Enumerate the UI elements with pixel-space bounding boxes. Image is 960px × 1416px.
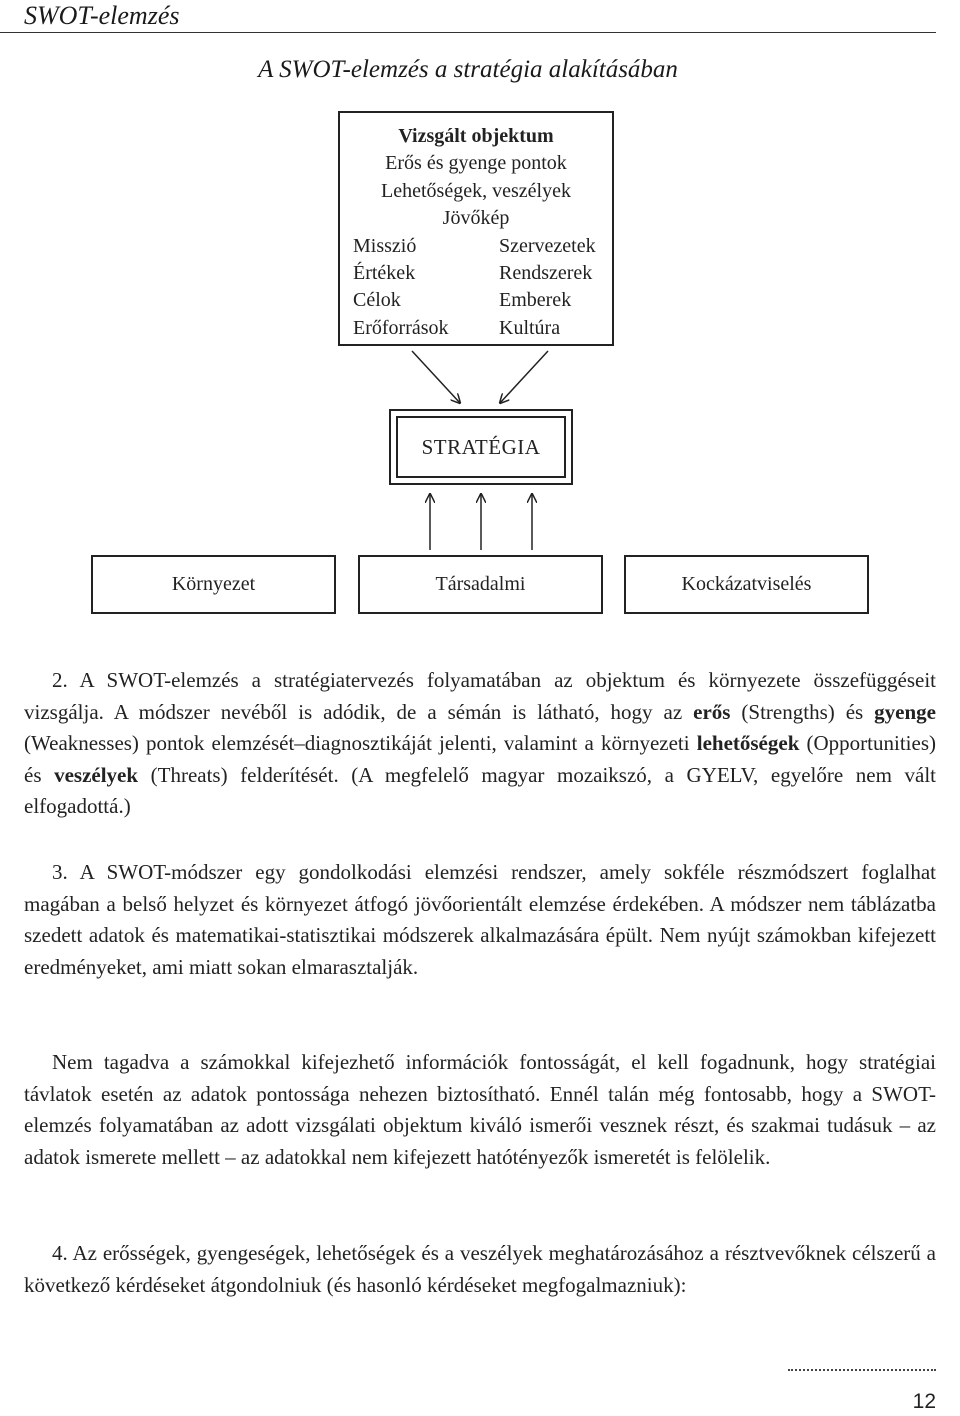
object-right-item: Rendszerek (499, 262, 593, 285)
object-box-line: Lehetőségek, veszélyek (381, 179, 571, 202)
paragraph-2-text: (Strengths) és (730, 699, 875, 724)
social-box: Társadalmi (358, 555, 603, 614)
object-right-item: Emberek (499, 289, 572, 312)
object-right-item: Szervezetek (499, 234, 596, 257)
paragraph-extra-text: Nem tagadva a számokkal kifejezhető információk fontosságát, el kell fogadnunk, hogy stratégiai távlatok esetén az adatok pontossága nehezen biztosítható. Ennél talán még fontosabb, hogy a SWOT-elemzés folyamatában az adott vizsgálati objektum kiváló ismerői vesznek részt, és szakmai tudásuk – az adatok ismerete mellett – az adatokkal nem kifejezett hatótényezők ismeretét is felölelik. (24, 1050, 936, 1169)
term-strong: erős (693, 699, 731, 724)
arrow-object-to-strategy-right (500, 351, 548, 403)
paragraph-2-text: 2. A SWOT-elemzés a stratégiatervezés folyamatában az objektum és környezete összefüggéseit vizsgálja. A módszer nevéből is adódik, de a sémán is látható, hogy az (24, 668, 936, 724)
term-opportunities: lehetőségek (696, 731, 800, 755)
header-divider (0, 32, 936, 33)
object-left-item: Erőforrások (353, 316, 449, 339)
object-box-row (340, 260, 612, 287)
environment-box: Környezet (91, 555, 336, 614)
object-left-item: Értékek (353, 262, 416, 285)
examined-object-box (338, 111, 614, 346)
object-box-title: Vizsgált objektum (398, 125, 554, 147)
object-box-row (340, 315, 612, 342)
object-box-line: Erős és gyenge pontok (385, 152, 567, 175)
page-header-title: SWOT-elemzés (24, 1, 180, 30)
paragraph-2-text: (Threats) felderítését. (A megfelelő magyar mozaikszó, a GYELV, egyelőre nem vált elfogadottá.) (24, 762, 936, 818)
object-right-item: Kultúra (499, 316, 561, 339)
footer-dotted-line (788, 1369, 936, 1371)
paragraph-2-text: (Weaknesses) pontok elemzését–diagnosztikáját jelenti, valamint a környezeti (24, 731, 697, 755)
strategy-box (389, 409, 573, 485)
paragraph-3 (24, 857, 936, 983)
paragraph-4-text: 4. Az erősségek, gyengeségek, lehetőségek és a veszélyek meghatározásához a résztvevőknek célszerű a következő kérdéseket átgondolniuk (és hasonló kérdéseket megfogalmazniuk): (24, 1241, 936, 1297)
term-weak: gyenge (874, 699, 936, 724)
paragraph-2 (24, 665, 936, 823)
paragraph-4 (24, 1238, 936, 1301)
strategy-label: STRATÉGIA (396, 416, 566, 478)
paragraph-3-text: 3. A SWOT-módszer egy gondolkodási elemzési rendszer, amely sokféle részmódszert foglalhat magában a belső helyzet és környezet átfogó jövőorientált elemzése érdekében. A módszer nem táblázatba szedett adatok és matematikai-statisztikai módszerek alkalmazására épült. Nem nyújt számokban kifejezett eredményeket, ami miatt sokan elmarasztalják. (24, 860, 936, 979)
term-threats: veszélyek (54, 762, 139, 787)
figure-caption: A SWOT-elemzés a stratégia alakításában (258, 56, 678, 83)
object-box-row (340, 287, 612, 314)
risk-bearing-box: Kockázatviselés (624, 555, 869, 614)
paragraph-2-text: (Opportunities) és (24, 731, 936, 787)
page-number: 12 (912, 1390, 936, 1413)
paragraph-extra (24, 1047, 936, 1173)
arrow-object-to-strategy-left (412, 351, 460, 403)
object-box-row (340, 233, 612, 260)
object-box-line: Jövőkép (442, 207, 510, 230)
object-left-item: Misszió (353, 234, 417, 257)
object-left-item: Célok (353, 289, 401, 312)
